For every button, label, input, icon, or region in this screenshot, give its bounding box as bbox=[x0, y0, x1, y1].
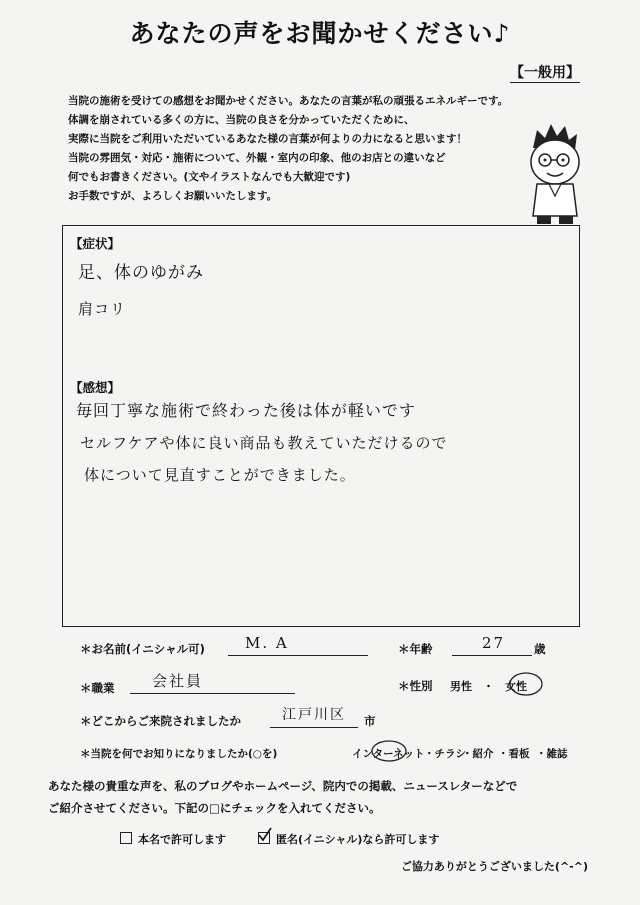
feedback-box bbox=[62, 225, 580, 627]
mascot-illustration bbox=[515, 118, 595, 228]
gender-label: ＊性別 bbox=[398, 679, 433, 693]
page-title: あなたの声をお聞かせください♪ bbox=[129, 19, 511, 48]
job-underline bbox=[130, 693, 295, 694]
permission-line: ご紹介させてください。下記の□にチェックを入れてください。 bbox=[48, 801, 381, 815]
intro-line: 当院の雰囲気・対応・施術について、外観・室内の印象、他のお店との違いなど bbox=[68, 152, 446, 164]
intro-line: 体調を崩されている多くの方に、当院の良さを分かっていただくために、 bbox=[68, 114, 415, 126]
symptoms-line: 足、体のゆがみ bbox=[78, 263, 204, 283]
name-value: M. A bbox=[245, 634, 289, 652]
impressions-label: 【感想】 bbox=[70, 380, 121, 395]
impressions-line: セルフケアや体に良い商品も教えていただけるので bbox=[80, 434, 448, 452]
source-option: ・雑誌 bbox=[536, 748, 568, 760]
source-option: ・紹介 bbox=[462, 748, 494, 760]
source-option: ・看板 bbox=[498, 748, 530, 760]
source-option: ・チラシ bbox=[424, 748, 466, 760]
age-unit: 歳 bbox=[534, 642, 546, 656]
anonymous-checkbox[interactable] bbox=[258, 832, 270, 844]
consent-anonymous[interactable] bbox=[258, 831, 439, 847]
origin-label: ＊どこからご来院されましたか bbox=[80, 714, 241, 728]
origin-unit: 市 bbox=[364, 714, 376, 728]
selected-circle-mark bbox=[368, 738, 410, 764]
permission-line: あなた様の貴重な声を、私のブログやホームページ、院内での掲載、ニュースレターなどで bbox=[48, 779, 518, 793]
intro-line: 実際に当院をご利用いただいているあなた様の言葉が何よりの力になると思います！ bbox=[68, 133, 467, 145]
origin-underline bbox=[270, 727, 358, 728]
form-type-tag: 【一般用】 bbox=[510, 62, 580, 83]
impressions-line: 毎回丁寧な施術で終わった後は体が軽いです bbox=[76, 401, 416, 420]
name-underline bbox=[228, 655, 368, 656]
consent-real-name[interactable] bbox=[120, 831, 226, 847]
age-label: ＊年齢 bbox=[398, 642, 433, 656]
intro-line: 当院の施術を受けての感想をお聞かせください。あなたの言葉が私の頑張るエネルギーです。 bbox=[68, 95, 509, 107]
impressions-line: 体について見直すことができました。 bbox=[84, 466, 356, 484]
source-option: インターネット bbox=[352, 748, 425, 760]
symptoms-line: 肩コリ bbox=[78, 300, 127, 318]
intro-line: お手数ですが、よろしくお願いいたします。 bbox=[68, 190, 278, 202]
origin-value: 江戸川区 bbox=[282, 707, 346, 723]
thanks-text: ご協力ありがとうございました(^-^) bbox=[400, 860, 588, 873]
symptoms-label: 【症状】 bbox=[70, 236, 121, 251]
age-underline bbox=[452, 655, 532, 656]
real-name-label: 本名で許可します bbox=[138, 833, 226, 846]
job-value: 会社員 bbox=[152, 672, 204, 690]
job-label: ＊職業 bbox=[80, 681, 115, 695]
source-label: ＊当院を何でお知りになりましたか(○を) bbox=[80, 748, 278, 760]
gender-options: 男性 ・ 女性 bbox=[450, 680, 527, 693]
intro-text bbox=[68, 92, 528, 206]
intro-line: 何でもお書きください。(文やイラストなんでも大歓迎です) bbox=[68, 171, 351, 183]
age-value: 27 bbox=[482, 634, 506, 652]
real-name-checkbox[interactable] bbox=[120, 832, 132, 844]
name-label: ＊お名前(イニシャル可) bbox=[80, 642, 205, 656]
selected-circle-mark bbox=[506, 670, 546, 698]
permission-text bbox=[48, 775, 517, 819]
anonymous-label: 匿名(イニシャル)なら許可します bbox=[276, 833, 440, 846]
